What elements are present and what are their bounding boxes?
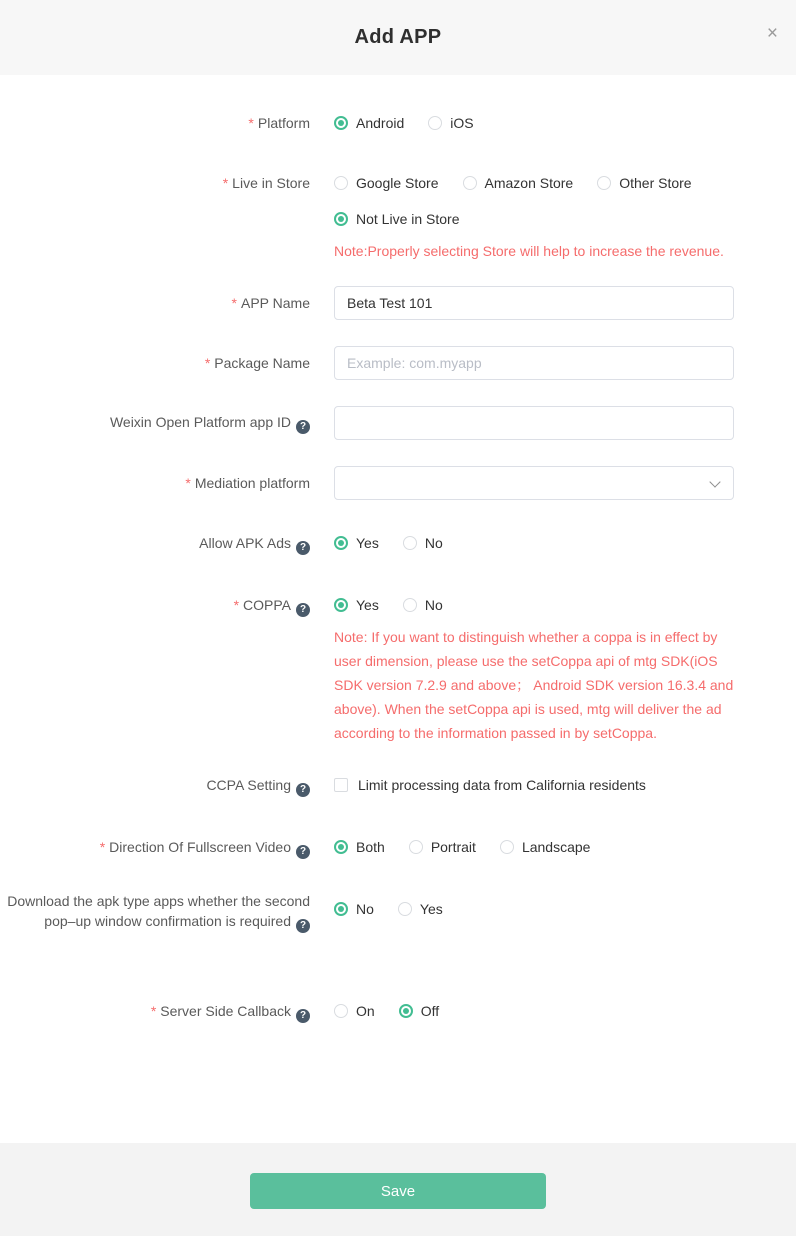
allow-apk-ads-label: Allow APK Ads ? [0, 533, 310, 555]
platform-label: * Platform [248, 115, 310, 131]
modal-footer [0, 1143, 796, 1236]
server-callback-radio-group [334, 1001, 734, 1021]
radio-unchecked-icon[interactable] [334, 1004, 348, 1018]
radio-option-google-store[interactable]: Google Store [334, 173, 439, 193]
radio-option-other-store[interactable]: Other Store [597, 173, 691, 193]
help-icon[interactable]: ? [296, 541, 310, 555]
app-name-label: * APP Name [231, 295, 310, 311]
platform-row [0, 113, 796, 133]
store-radio-group-row2 [334, 209, 734, 229]
radio-unchecked-icon[interactable] [403, 598, 417, 612]
chevron-down-icon [709, 476, 720, 487]
direction-fullscreen-video-row [0, 837, 796, 859]
live-in-store-row [0, 173, 796, 263]
help-icon[interactable]: ? [296, 603, 310, 617]
radio-option-landscape[interactable]: Landscape [500, 837, 591, 857]
app-name-input[interactable] [334, 286, 734, 320]
direction-fullscreen-video-label: * Direction Of Fullscreen Video ? [0, 837, 310, 859]
add-app-form [0, 75, 796, 1143]
radio-option-not-live-in-store[interactable]: Not Live in Store [334, 209, 460, 229]
live-in-store-label: * Live in Store [222, 175, 310, 191]
download-confirm-label: Download the apk type apps whether the second pop–up window confirmation is required ? [7, 893, 310, 931]
radio-unchecked-icon[interactable] [403, 536, 417, 550]
required-marker: * [204, 355, 211, 371]
radio-option-android[interactable]: Android [334, 113, 404, 133]
radio-option-callback-on[interactable]: On [334, 1001, 375, 1021]
radio-option-amazon-store[interactable]: Amazon Store [463, 173, 574, 193]
server-side-callback-label: * Server Side Callback ? [0, 1001, 310, 1023]
radio-unchecked-icon[interactable] [409, 840, 423, 854]
package-name-label: * Package Name [204, 355, 310, 371]
coppa-note: Note: If you want to distinguish whether a coppa is in effect by user dimension, please use the setCoppa api of mtg SDK(iOS SDK version 7.2.9 and above； Android SDK version 16.3.4 and above). When the setCoppa api is used, mtg will deliver the ad according to the information passed in by setCoppa. [334, 629, 734, 741]
mediation-platform-select[interactable] [334, 466, 734, 500]
radio-option-callback-off[interactable]: Off [399, 1001, 439, 1021]
radio-unchecked-icon[interactable] [463, 176, 477, 190]
package-name-row [0, 346, 796, 380]
allow-apk-ads-radio-group [334, 533, 734, 553]
mediation-platform-label: * Mediation platform [185, 475, 310, 491]
radio-checked-icon[interactable] [334, 212, 348, 226]
required-marker: * [99, 839, 106, 855]
radio-option-allow-no[interactable]: No [403, 533, 443, 553]
store-note: Note:Properly selecting Store will help to increase the revenue. [334, 243, 724, 259]
required-marker: * [248, 115, 254, 131]
required-marker: * [185, 475, 191, 491]
radio-unchecked-icon[interactable] [334, 176, 348, 190]
store-radio-group-row1 [334, 173, 734, 193]
mediation-platform-row [0, 466, 796, 500]
modal-header [0, 0, 796, 75]
direction-radio-group [334, 837, 734, 857]
radio-checked-icon[interactable] [334, 536, 348, 550]
app-name-row [0, 286, 796, 320]
required-marker: * [233, 597, 240, 613]
radio-checked-icon[interactable] [334, 598, 348, 612]
weixin-app-id-label: Weixin Open Platform app ID ? [0, 412, 310, 434]
help-icon[interactable]: ? [296, 420, 310, 434]
allow-apk-ads-row [0, 533, 796, 555]
download-confirm-radio-group [334, 899, 734, 919]
radio-option-download-no[interactable]: No [334, 899, 374, 919]
radio-option-allow-yes[interactable]: Yes [334, 533, 379, 553]
ccpa-checkbox-option[interactable]: Limit processing data from California residents [334, 775, 646, 795]
radio-option-coppa-no[interactable]: No [403, 595, 443, 615]
required-marker: * [222, 175, 229, 191]
weixin-app-id-row [0, 406, 796, 440]
radio-unchecked-icon[interactable] [500, 840, 514, 854]
help-icon[interactable]: ? [296, 783, 310, 797]
coppa-label: * COPPA ? [0, 595, 310, 617]
radio-unchecked-icon[interactable] [428, 116, 442, 130]
radio-checked-icon[interactable] [334, 902, 348, 916]
radio-checked-icon[interactable] [334, 116, 348, 130]
save-button[interactable]: Save [250, 1173, 546, 1209]
download-confirm-row [0, 891, 796, 933]
radio-option-both[interactable]: Both [334, 837, 385, 857]
radio-option-portrait[interactable]: Portrait [409, 837, 476, 857]
required-marker: * [231, 295, 237, 311]
help-icon[interactable]: ? [296, 1009, 310, 1023]
radio-option-coppa-yes[interactable]: Yes [334, 595, 379, 615]
ccpa-setting-label: CCPA Setting ? [0, 775, 310, 797]
platform-radio-group [334, 113, 734, 133]
page-title: Add APP [354, 26, 442, 48]
coppa-radio-group [334, 595, 734, 615]
server-side-callback-row [0, 1001, 796, 1023]
radio-checked-icon[interactable] [334, 840, 348, 854]
required-marker: * [150, 1003, 157, 1019]
radio-unchecked-icon[interactable] [398, 902, 412, 916]
close-icon[interactable]: × [766, 23, 778, 44]
checkbox-unchecked-icon[interactable] [334, 778, 348, 792]
weixin-app-id-input[interactable] [334, 406, 734, 440]
radio-option-ios[interactable]: iOS [428, 113, 473, 133]
radio-checked-icon[interactable] [399, 1004, 413, 1018]
help-icon[interactable]: ? [296, 845, 310, 859]
radio-unchecked-icon[interactable] [597, 176, 611, 190]
ccpa-setting-row [0, 775, 796, 797]
radio-option-download-yes[interactable]: Yes [398, 899, 443, 919]
coppa-row [0, 595, 796, 745]
help-icon[interactable]: ? [296, 919, 310, 933]
package-name-input[interactable] [334, 346, 734, 380]
